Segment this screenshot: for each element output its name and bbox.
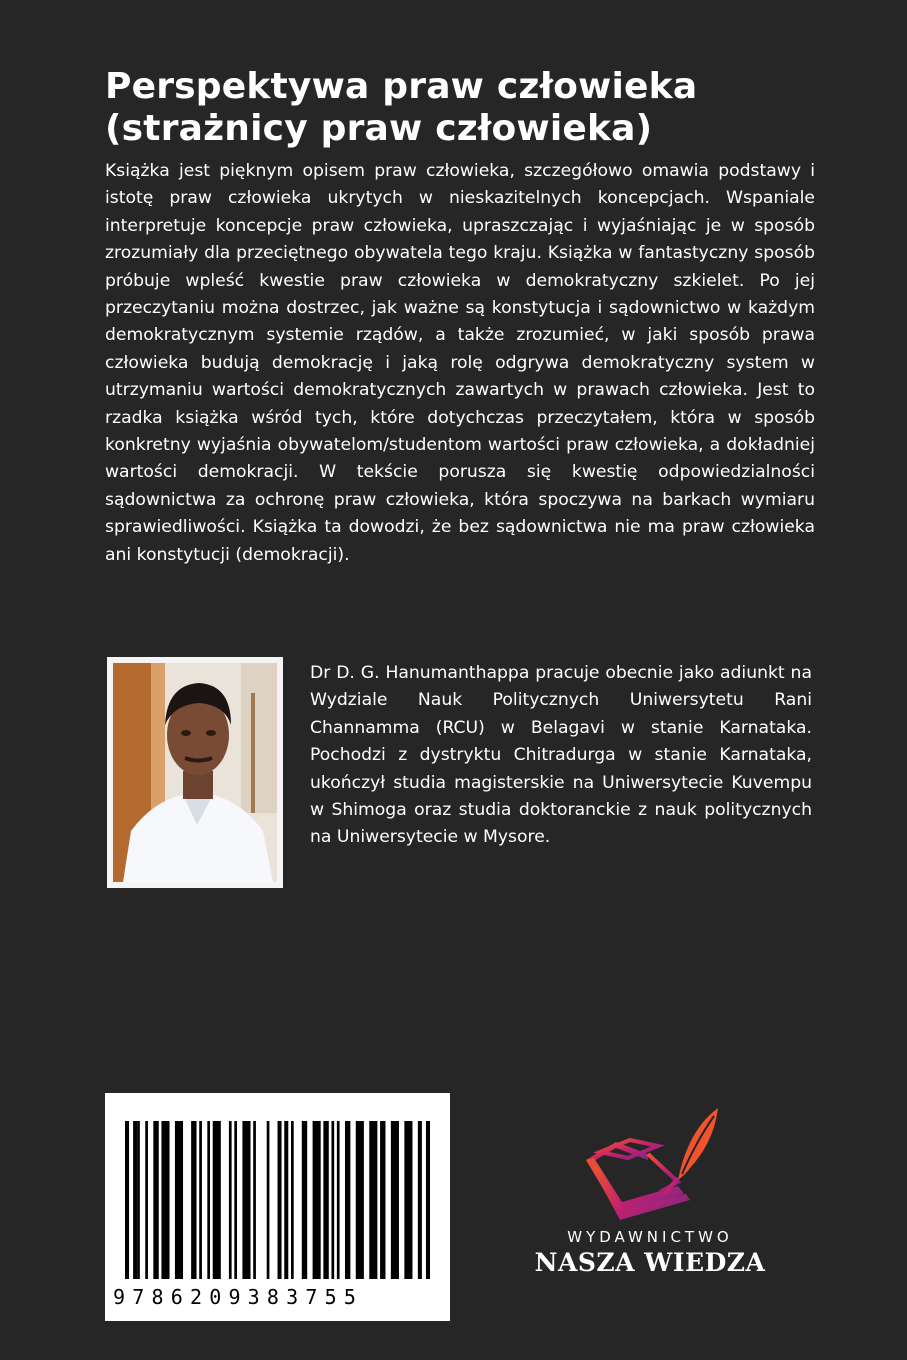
barcode-bar	[207, 1121, 210, 1279]
barcode-bar	[145, 1121, 148, 1279]
author-photo	[107, 657, 283, 888]
book-description: Książka jest pięknym opisem praw człowieka, szczegółowo omawia podstawy i istotę praw człowieka ukrytych w nieskazitelnych koncepcjach. Wspaniale interpretuje koncepcje praw człowieka, upraszczając i wyjaśniając je w sposób zrozumiały dla przeciętnego obywatela tego kraju. Książka w fantastyczny sposób próbuje wpleść kwestie praw człowieka w demokratyczny szkielet. Po jej przeczytaniu można dostrzec, jak ważne są konstytucja i sądownictwo w każdym demokratycznym systemie rządów, a także zrozumieć, w jaki sposób prawa człowieka budują demokrację i jaką rolę odgrywa demokratyczny system w utrzymaniu wartości demokratycznych zawartych w prawach człowieka. Jest to rzadka książka wśród tych, które dotychczas przeczytałem, która w sposób konkretny wyjaśnia obywatelom/studentom wartości praw człowieka, a dokładniej wartości demokracji. W tekście porusza się kwestię odpowiedzialności sądownictwa za ochronę praw człowieka, która spoczywa na barkach wymiaru sprawiedliwości. Książka ta dowodzi, że bez sądownictwa nie ma praw człowieka ani konstytucji (demokracji).	[105, 161, 815, 565]
barcode-bar	[337, 1121, 340, 1279]
barcode-bar	[404, 1121, 412, 1279]
barcode-bar	[323, 1121, 328, 1279]
barcode-bar	[391, 1121, 399, 1279]
publisher-name: NASZA WIEDZA	[534, 1248, 766, 1277]
barcode-bar	[426, 1121, 430, 1279]
barcode-bar	[331, 1121, 334, 1279]
author-bio: Dr D. G. Hanumanthappa pracuje obecnie jako adiunkt na Wydziale Nauk Politycznych Uniwersytetu Rani Channamma (RCU) w Belagavi w stanie Karnataka. Pochodzi z dystryktu Chitradurga w stanie Karnataka, ukończył studia magisterskie na Uniwersytecie Kuvempu w Shimoga oraz studia doktoranckie z nauk politycznych na Uniwersytecie w Mysore.	[310, 663, 812, 848]
barcode-bar	[291, 1121, 294, 1279]
publisher-subtitle: WYDAWNICTWO	[567, 1228, 733, 1246]
barcode-bar	[369, 1121, 377, 1279]
barcode-bar	[199, 1121, 202, 1279]
barcode-number: 9786209383755	[113, 1285, 364, 1309]
barcode-bar	[380, 1121, 385, 1279]
barcode-bar	[278, 1121, 282, 1279]
barcode-bar	[234, 1121, 237, 1279]
barcode-bar	[161, 1121, 169, 1279]
barcode-bar	[191, 1121, 196, 1279]
barcode-bar	[242, 1121, 250, 1279]
barcode-bar	[302, 1121, 307, 1279]
publisher-logo	[530, 1100, 770, 1290]
barcode-bar	[133, 1121, 137, 1279]
barcode-bar	[284, 1121, 288, 1279]
barcode-bar	[213, 1121, 221, 1279]
isbn-barcode	[105, 1093, 450, 1321]
barcode-bar	[229, 1121, 232, 1279]
barcode-bar	[345, 1121, 350, 1279]
barcode-bar	[125, 1121, 129, 1279]
barcode-bar	[137, 1121, 140, 1279]
barcode-bar	[356, 1121, 364, 1279]
barcode-bar	[253, 1121, 256, 1279]
barcode-bar	[175, 1121, 183, 1279]
barcode-bars	[105, 1093, 450, 1283]
barcode-bar	[418, 1121, 422, 1279]
barcode-bar	[267, 1121, 270, 1279]
book-and-quill-icon	[578, 1102, 728, 1222]
barcode-bar	[153, 1121, 158, 1279]
book-title: Perspektywa praw człowieka (strażnicy praw człowieka)	[105, 66, 698, 149]
author-portrait-image	[113, 663, 277, 882]
barcode-bar	[313, 1121, 321, 1279]
